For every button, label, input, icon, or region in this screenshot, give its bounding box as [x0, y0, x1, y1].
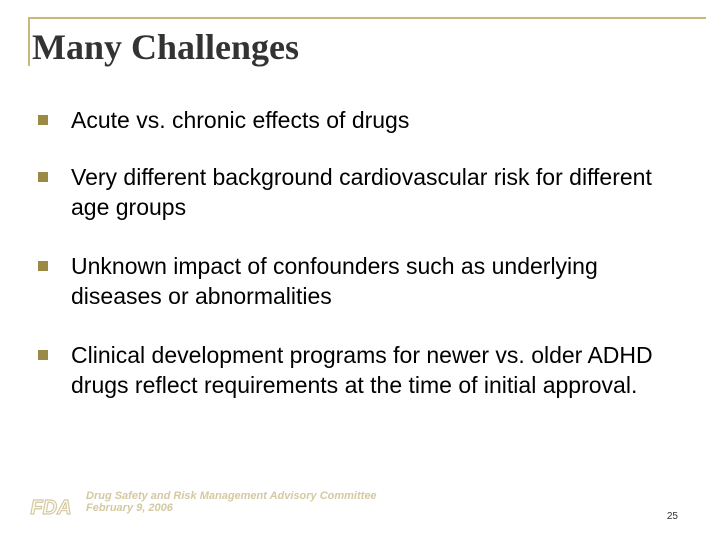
footer-committee: Drug Safety and Risk Management Advisory Committee [86, 490, 377, 502]
square-bullet-icon [38, 261, 48, 271]
title-frame-top-rule [28, 17, 706, 19]
bullet-text: Very different background cardiovascular risk for different age groups [71, 164, 652, 220]
fda-logo-icon [22, 496, 80, 518]
page-number: 25 [666, 511, 678, 522]
title-frame-left-rule [28, 17, 30, 66]
bullet-text: Acute vs. chronic effects of drugs [71, 107, 410, 133]
footer-info [86, 490, 377, 514]
square-bullet-icon [38, 172, 48, 182]
square-bullet-icon [38, 115, 48, 125]
bullet-text: Unknown impact of confounders such as underlying diseases or abnormalities [71, 253, 598, 309]
footer-date: February 9, 2006 [86, 502, 173, 514]
square-bullet-icon [38, 350, 48, 360]
slide-title: Many Challenges [32, 27, 300, 67]
bullet-text: Clinical development programs for newer vs. older ADHD drugs reflect requirements at the time of initial approval. [71, 342, 653, 398]
fda-logo-text: FDA [30, 497, 72, 518]
